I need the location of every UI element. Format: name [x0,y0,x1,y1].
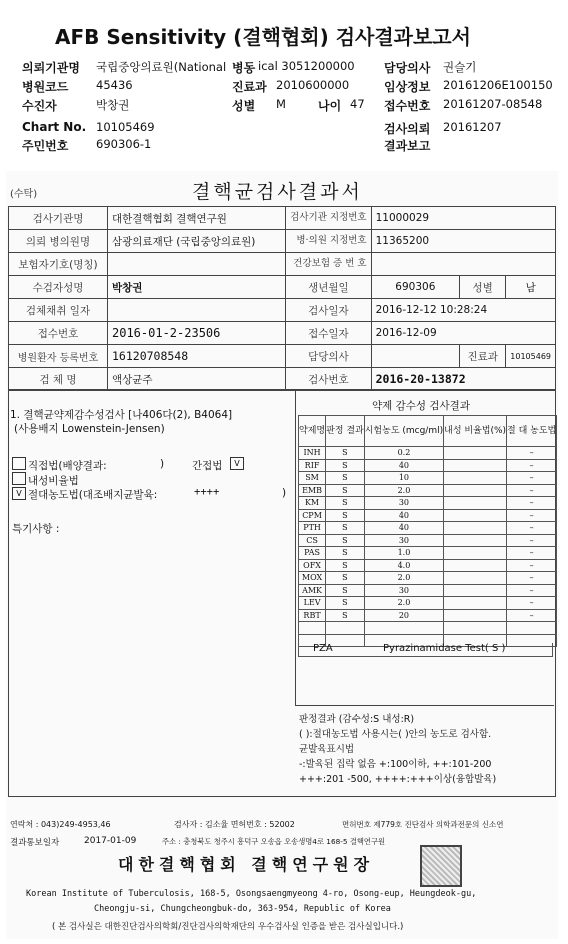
doctor-cell-label: 담당의사 [286,345,371,368]
address-kr: 주소 : 충청북도 청주시 흥덕구 오송읍 오송생명4로 168-5 결핵연구원 [162,837,386,846]
results-cell [444,622,507,635]
results-cell: PAS [299,547,326,560]
absolute-growth: ++++ [194,486,220,498]
sex-value: M [276,97,286,111]
official-seal-stamp [420,845,462,887]
patient-label: 수진자 [22,99,57,113]
scanned-report [6,171,558,939]
reg-value: 16120708548 [108,345,286,368]
legend-line: ( ):절대농도법 사용시는( )안의 농도로 검사함. [299,729,492,740]
results-cell: S [326,547,365,560]
results-cell: 2.0 [364,484,443,497]
legend-text [299,712,496,787]
susceptibility-table [298,415,557,647]
accession-label: 접수번호 [384,99,431,113]
results-cell: – [507,572,557,585]
collect-label: 검체채취 일자 [9,299,108,322]
table-row [299,534,557,547]
dob-label: 생년월일 [286,276,371,299]
pza-label: PZA [313,643,333,654]
inst-no-label: 검사기관 지정번호 [286,207,371,230]
insur-value [108,253,286,276]
chart-no-value: 10105469 [96,120,155,134]
results-cell: 2.0 [364,597,443,610]
indirect-checkbox[interactable]: V [230,457,244,470]
results-cell: EMB [299,484,326,497]
results-cell: OFX [299,559,326,572]
doctor-value: 권슬기 [443,60,477,74]
org-name: 대한결핵협회 결핵연구원장 [118,855,375,874]
address-en-line1: Korean Institute of Tuberculosis, 168-5, Osongsaengmyeong 4-ro, Osong-eup, Heungdeok-gu, [26,889,477,899]
dept-cell-label: 진료과 [460,345,506,368]
legend-line: 균발육표시법 [299,744,355,755]
hospital-code-value: 45436 [96,78,133,92]
results-cell: S [326,534,365,547]
results-cell [444,484,507,497]
ward-label: 병동 [232,61,256,75]
results-header-cell: 시험농도 (mcg/ml) [364,416,443,447]
age-value: 47 [350,97,365,111]
results-cell: S [326,584,365,597]
hospital-code-label: 병원코드 [22,80,69,94]
results-header-cell: 내성 비율법(%) [444,416,507,447]
results-cell: CPM [299,509,326,522]
sex-cell-label: 성별 [460,276,506,299]
dob-value: 690306 [371,276,459,299]
results-header-cell: 판정 결과 [326,416,365,447]
specimen-label: 검 체 명 [9,368,108,391]
results-cell: AMK [299,584,326,597]
results-cell: S [326,509,365,522]
results-cell: – [507,484,557,497]
hosp-value: 삼광의료재단 (국립중앙의료원) [108,230,286,253]
blank-row [299,622,557,635]
indirect-label: 간접법 [192,460,223,472]
receipt-label: 접수번호 [9,322,108,345]
test-no-label: 검사번호 [286,368,371,391]
results-cell [299,622,326,635]
table-row [299,547,557,560]
ward-value: ical 3051200000 [258,59,355,73]
pza-row [298,643,553,657]
request-value: 20161207 [443,120,502,134]
results-cell [444,447,507,460]
table-row [299,522,557,535]
results-cell: 30 [364,497,443,510]
legend-line: -:발육된 집락 없음 +:100이하, ++:101-200 [299,759,492,770]
results-header-cell: 절 대 농도법 [507,416,557,447]
results-cell: 2.0 [364,572,443,585]
results-cell [444,522,507,535]
doctor-cell-value [371,345,459,368]
report-date-label: 결과통보일자 [10,838,60,848]
doctor-label: 담당의사 [384,61,431,75]
table-row [299,609,557,622]
results-cell [444,559,507,572]
results-cell: – [507,509,557,522]
document-title: AFB Sensitivity (결핵협회) 검사결과보고서 [55,25,471,49]
sex-cell-value: 남 [506,276,556,299]
results-cell: SM [299,472,326,485]
direct-label: 직접법(배양결과: [28,460,107,472]
results-cell: INH [299,447,326,460]
results-cell: 40 [364,522,443,535]
sex-label: 성별 [232,99,256,113]
table-row [299,459,557,472]
patient-name-label: 수검자성명 [9,276,108,299]
legend-box [295,705,554,796]
results-cell: 0.2 [364,447,443,460]
test-date-value: 2016-12-12 10:28:24 [371,299,555,322]
dept-label: 진료과 [232,80,267,94]
results-cell: – [507,547,557,560]
results-cell [444,534,507,547]
special-notes-label: 특기사항 : [12,523,60,535]
results-cell: LEV [299,597,326,610]
health-label: 건강보험 증 번 호 [286,253,371,276]
form-code: (수탁) [10,189,38,200]
license: 면허번호 제779호 진단검사 의학과전문의 신소연 [342,820,504,829]
patient-value: 박창권 [96,98,130,112]
test-line1: 1. 결핵균약제감수성검사 [나406다(2), B4064] [10,409,233,421]
results-cell: – [507,497,557,510]
results-cell [364,622,443,635]
results-cell: RIF [299,459,326,472]
results-cell [444,609,507,622]
results-header-cell: 약제명 [299,416,326,447]
table-row [299,597,557,610]
table-row [299,472,557,485]
certification-notice: ( 본 검사실은 대한진단검사의학회/진단검사의학재단의 우수검사실 인증을 받은 검사실입니다.) [52,922,404,932]
results-title: 약제 감수성 검사결과 [372,400,470,412]
results-cell [444,572,507,585]
table-row [299,572,557,585]
results-cell: RBT [299,609,326,622]
column-divider [295,389,296,705]
results-cell: – [507,584,557,597]
results-cell [507,622,557,635]
inst-no-value: 11000029 [371,207,555,230]
resident-no-label: 주민번호 [22,139,69,153]
contact: 연락처 : 043)249-4953,46 [10,820,111,829]
results-cell: S [326,572,365,585]
results-cell: S [326,484,365,497]
examiner: 검사자 : 김소율 면허번호 : 52002 [174,820,295,829]
results-cell [444,547,507,560]
results-cell [444,584,507,597]
results-cell [326,622,365,635]
results-cell [444,509,507,522]
address-en-line2: Cheongju-si, Chungcheongbuk-do, 363-954, Republic of Korea [94,904,391,914]
request-label: 검사의뢰 [384,122,431,136]
results-cell: 40 [364,509,443,522]
hosp-no-value: 11365200 [371,230,555,253]
insur-label: 보험자기호(명칭) [9,253,108,276]
absolute-label: 절대농도법(대조배지균발육: [28,489,158,501]
patient-name-value: 박창권 [108,276,286,299]
results-cell: S [326,609,365,622]
results-cell: – [507,459,557,472]
results-cell [444,597,507,610]
results-cell: 1.0 [364,547,443,560]
clinical-info-value: 20161206E100150 [443,78,553,92]
results-cell: S [326,459,365,472]
results-cell: – [507,472,557,485]
results-cell: S [326,472,365,485]
proportion-label: 내성비율법 [28,475,79,487]
hosp-label: 의뢰 병의원명 [9,230,108,253]
age-label: 나이 [318,99,342,113]
receipt-date-label: 접수일자 [286,322,371,345]
table-row [299,509,557,522]
table-row [299,497,557,510]
results-cell: – [507,559,557,572]
inst-value: 대한결핵협회 결핵연구원 [108,207,286,230]
results-cell: 30 [364,534,443,547]
results-cell: MOX [299,572,326,585]
inst-label: 검사기관명 [9,207,108,230]
direct-close: ) [160,458,165,470]
results-cell: 40 [364,459,443,472]
results-cell: 10 [364,472,443,485]
info-table [8,206,556,391]
results-cell: KM [299,497,326,510]
hosp-no-label: 병·의원 지정번호 [286,230,371,253]
collect-value [108,299,286,322]
reg-label: 병원환자 등록번호 [9,345,108,368]
proportion-checkbox[interactable] [12,472,26,485]
legend-line: +++:201 -500, ++++:+++이상(융합발육) [299,774,497,785]
pza-value: Pyrazinamidase Test( S ) [383,643,506,654]
report-label: 결과보고 [384,139,431,153]
results-cell: 20 [364,609,443,622]
results-cell [444,497,507,510]
table-row [299,484,557,497]
results-cell [444,459,507,472]
results-cell: – [507,609,557,622]
test-no-value: 2016-20-13872 [371,368,555,391]
table-row [299,584,557,597]
receipt-date-value: 2016-12-09 [371,322,555,345]
dept-cell-value: 10105469 [506,345,556,368]
direct-checkbox[interactable] [12,457,26,470]
results-cell: S [326,447,365,460]
hospital-value: 국립중앙의료원(National [96,60,227,74]
test-date-label: 검사일자 [286,299,371,322]
results-cell: – [507,447,557,460]
legend-line: 판정결과 (감수성:S 내성:R) [299,714,415,725]
results-cell: S [326,597,365,610]
results-cell: PTH [299,522,326,535]
dept-value: 2010600000 [276,78,350,92]
clinical-info-label: 임상정보 [384,80,431,94]
results-cell: S [326,559,365,572]
test-line2: (사용배지 Lowenstein-Jensen) [14,423,165,435]
resident-no-value: 690306-1 [96,137,152,151]
results-cell: 30 [364,584,443,597]
hospital-label: 의뢰기관명 [22,61,80,75]
results-cell: – [507,534,557,547]
specimen-value: 액상균주 [108,368,286,391]
results-cell: S [326,497,365,510]
results-cell: CS [299,534,326,547]
health-value [371,253,555,276]
results-cell: – [507,597,557,610]
results-cell: 4.0 [364,559,443,572]
receipt-value: 2016-01-2-23506 [108,322,286,345]
accession-value: 20161207-08548 [443,97,543,111]
report-date: 2017-01-09 [84,836,137,846]
table-row [299,447,557,460]
results-cell [444,472,507,485]
results-cell: S [326,522,365,535]
absolute-checkbox[interactable]: V [12,487,26,500]
absolute-close: ) [282,487,287,499]
chart-no-label: Chart No. [22,120,87,134]
results-cell: – [507,522,557,535]
report-title: 결핵균검사결과서 [192,181,363,203]
table-row [299,559,557,572]
